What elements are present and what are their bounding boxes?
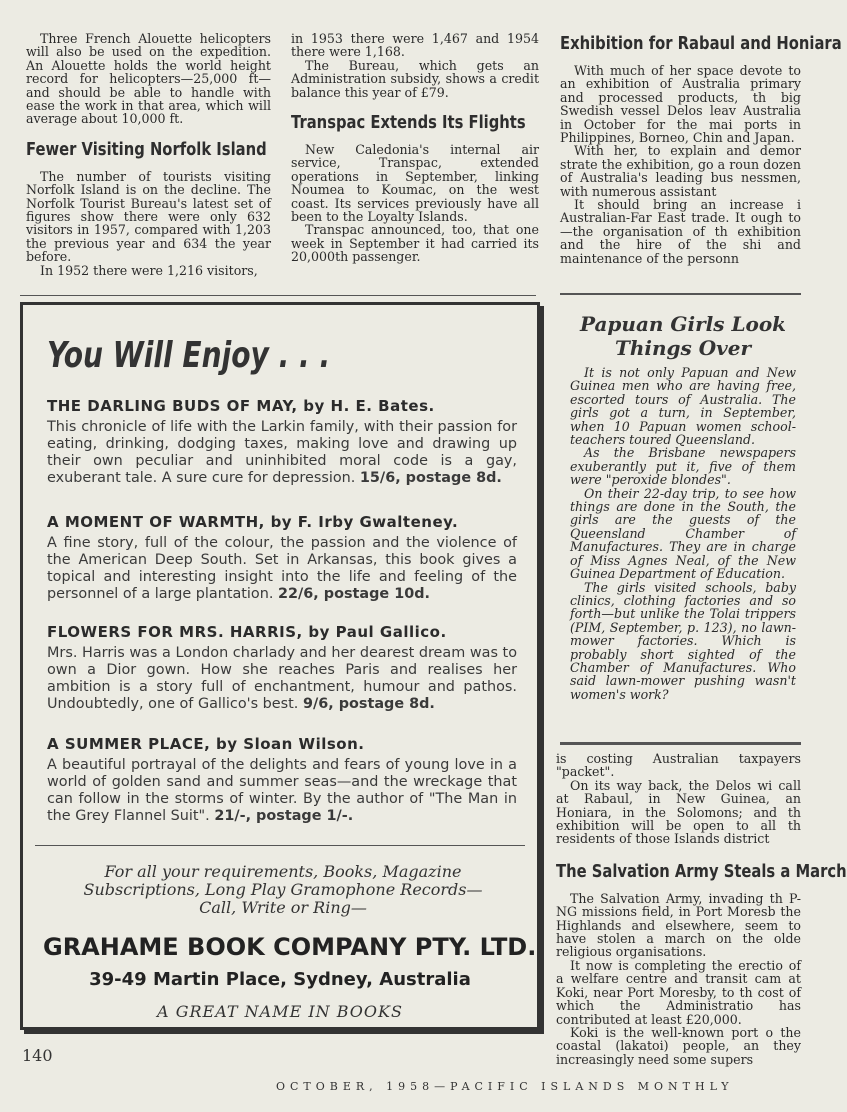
book-entry-1 [47, 397, 517, 487]
papuan-paragraph-4: The girls visited schools, baby clinics, clothing factories and so forth—but unlike the Tolai trippers (PIM, September, p. 123), no lawn-mower factories. Which is probably short sighted of the Chamber of Manufactures. Who said lawn-mower pushing wasn't women's work? [570, 579, 796, 702]
ad-divider [35, 845, 525, 846]
papuan-paragraph-1: It is not only Papuan and New Guinea men who are having free, escorted tours of Australia. The girls got a turn, in September, when 10 Papuan women school-teachers toured Queensland. [570, 365, 796, 448]
book-title-1: THE DARLING BUDS OF MAY, by H. E. Bates. [47, 397, 435, 415]
ad-title: You Will Enjoy . . . [47, 335, 331, 376]
column-3-bottom [556, 751, 847, 1077]
book-title-3: FLOWERS FOR MRS. HARRIS, by Paul Gallico. [47, 623, 447, 641]
book-price-1: 15/6, postage 8d. [359, 470, 502, 486]
book-price-2: 22/6, postage 10d. [278, 586, 430, 602]
page-number: 140 [22, 1046, 53, 1065]
book-entry-4 [47, 735, 517, 825]
transpac-heading: Transpac Extends Its Flights [291, 112, 526, 134]
col3-divider-top [560, 293, 801, 295]
book-title-4: A SUMMER PLACE, by Sloan Wilson. [47, 735, 365, 753]
salvation-paragraph-2: It now is completing the erectio of a welfare centre and transit cam at Koki, near Port Moresby, to th cost of which the Administratio has contributed at least £20,000. [556, 957, 801, 1027]
column-3-top [560, 32, 842, 294]
column-2 [291, 32, 539, 264]
norfolk-paragraph-3: in 1953 there were 1,467 and 1954 there were 1,168. [291, 31, 539, 60]
papuan-paragraph-3: On their 22-day trip, to see how things are done in the South, the girls are the guests of the Queensland Chamber of Manufactures. They are in charge of Miss Agnes Neal, of the New Guinea Department of Education. [570, 485, 796, 582]
book-price-3: 9/6, postage 8d. [302, 696, 435, 712]
footer-masthead: OCTOBER, 1958—PACIFIC ISLANDS MONTHLY [276, 1080, 734, 1093]
book-advertisement [20, 302, 540, 1030]
top-divider [20, 295, 536, 296]
helicopter-paragraph: Three French Alouette helicopters will also be used on the expedition. An Alouette holds the world height record for helicopters—25,000 ft—and should be able to handle with ease the work in that area, which will average about 10,000 ft. [26, 31, 271, 127]
exhibition-paragraph-2: With her, to explain and demor strate the exhibition, go a roun dozen of Australia's leading bus nessmen, with numerous assistant [560, 143, 801, 199]
company-slogan: A GREAT NAME IN BOOKS [157, 1002, 403, 1021]
norfolk-paragraph-2: In 1952 there were 1,216 visitors, [40, 262, 258, 278]
book-desc-4: A beautiful portrayal of the delights and fears of young love in a world of golden sand and summer seas—and the wreckage that can follow in the storms of winter. By the author of "The Man in the Grey Flannel Suit". [47, 757, 517, 824]
col3-divider-mid [560, 742, 801, 745]
norfolk-paragraph-1: The number of tourists visiting Norfolk Island is on the decline. The Norfolk Tourist Bureau's latest set of figures show there were only 632 visitors in 1957, compared with 1,203 the previous year and 634 the year before. [26, 168, 271, 265]
transpac-paragraph-2: Transpac announced, too, that one week in September it had carried its 20,000th passenger. [291, 222, 539, 265]
transpac-paragraph-1: New Caledonia's internal air service, Transpac, extended operations in September, linking Noumea to Koumac, on the west coast. Its services previously have all been to the Loyalty Islands. [291, 142, 539, 225]
book-entry-3 [47, 623, 517, 713]
book-desc-1: This chronicle of life with the Larkin family, with their passion for eating, drinking, dodging taxes, making love and drawing up their own peculiar and uninhibited moral code is a gay, exuberant tale. A sure cure for depression. [47, 419, 517, 486]
salvation-heading: The Salvation Army Steals a March [556, 860, 847, 882]
company-name: GRAHAME BOOK COMPANY PTY. LTD. [43, 933, 537, 961]
book-title-2: A MOMENT OF WARMTH, by F. Irby Gwalteney. [47, 513, 459, 531]
norfolk-heading: Fewer Visiting Norfolk Island [26, 138, 267, 160]
company-address: 39-49 Martin Place, Sydney, Australia [89, 969, 471, 990]
column-1 [26, 32, 271, 277]
norfolk-paragraph-4: The Bureau, which gets an Administration subsidy, shows a credit balance this year of £79. [291, 57, 539, 100]
book-desc-3: Mrs. Harris was a London charlady and her dearest dream was to own a Dior gown. How she reaches Paris and realises her ambition is a story full of enchantment, humour and pathos. Undoubtedly, one of Gallico's best. [47, 645, 517, 712]
book-desc-2: A fine story, full of the colour, the passion and the violence of the American Deep South. Set in Arkansas, this book gives a topical and interesting insight into the life and feeling of the personnel of a large plantation. [47, 535, 517, 602]
papuan-article [570, 312, 796, 701]
exhibition-heading: Exhibition for Rabaul and Honiara [560, 33, 842, 54]
exhibition-paragraph-5: On its way back, the Delos wi call at Rabaul, in New Guinea, an Honiara, in the Solomons; and th exhibition will be open to all th residents of those Islands district [556, 777, 801, 847]
papuan-paragraph-2: As the Brisbane newspapers exuberantly put it, five of them were "peroxide blondes". [570, 445, 796, 488]
salvation-paragraph-1: The Salvation Army, invading th P-NG missions field, in Port Moresb the Highlands and elsewhere, seem to have stolen a march on the olde religious organisations. [556, 890, 801, 960]
book-price-4: 21/-, postage 1/-. [214, 808, 354, 824]
exhibition-paragraph-4: is costing Australian taxpayers "packet". [556, 751, 801, 780]
salvation-paragraph-3: Koki is the well-known port o the coastal (lakatoi) people, an they increasingly need some supers [556, 1024, 801, 1067]
book-entry-2 [47, 513, 517, 603]
ad-call-to-action: For all your requirements, Books, Magazine Subscriptions, Long Play Gramophone Records—Call, Write or Ring— [83, 862, 483, 917]
papuan-heading: Papuan Girls Look Things Over [579, 312, 787, 360]
exhibition-paragraph-1: With much of her space devote to an exhibition of Australia primary and processed products, th big Swedish vessel Delos leav Australia in October for the mai ports in Philippines, Borneo, Chin and Japan. [560, 63, 801, 146]
exhibition-paragraph-3: It should bring an increase i Australian-Far East trade. It ough to—the organisation of th exhibition and the hire of the shi and maintenance of the personn [560, 197, 801, 266]
